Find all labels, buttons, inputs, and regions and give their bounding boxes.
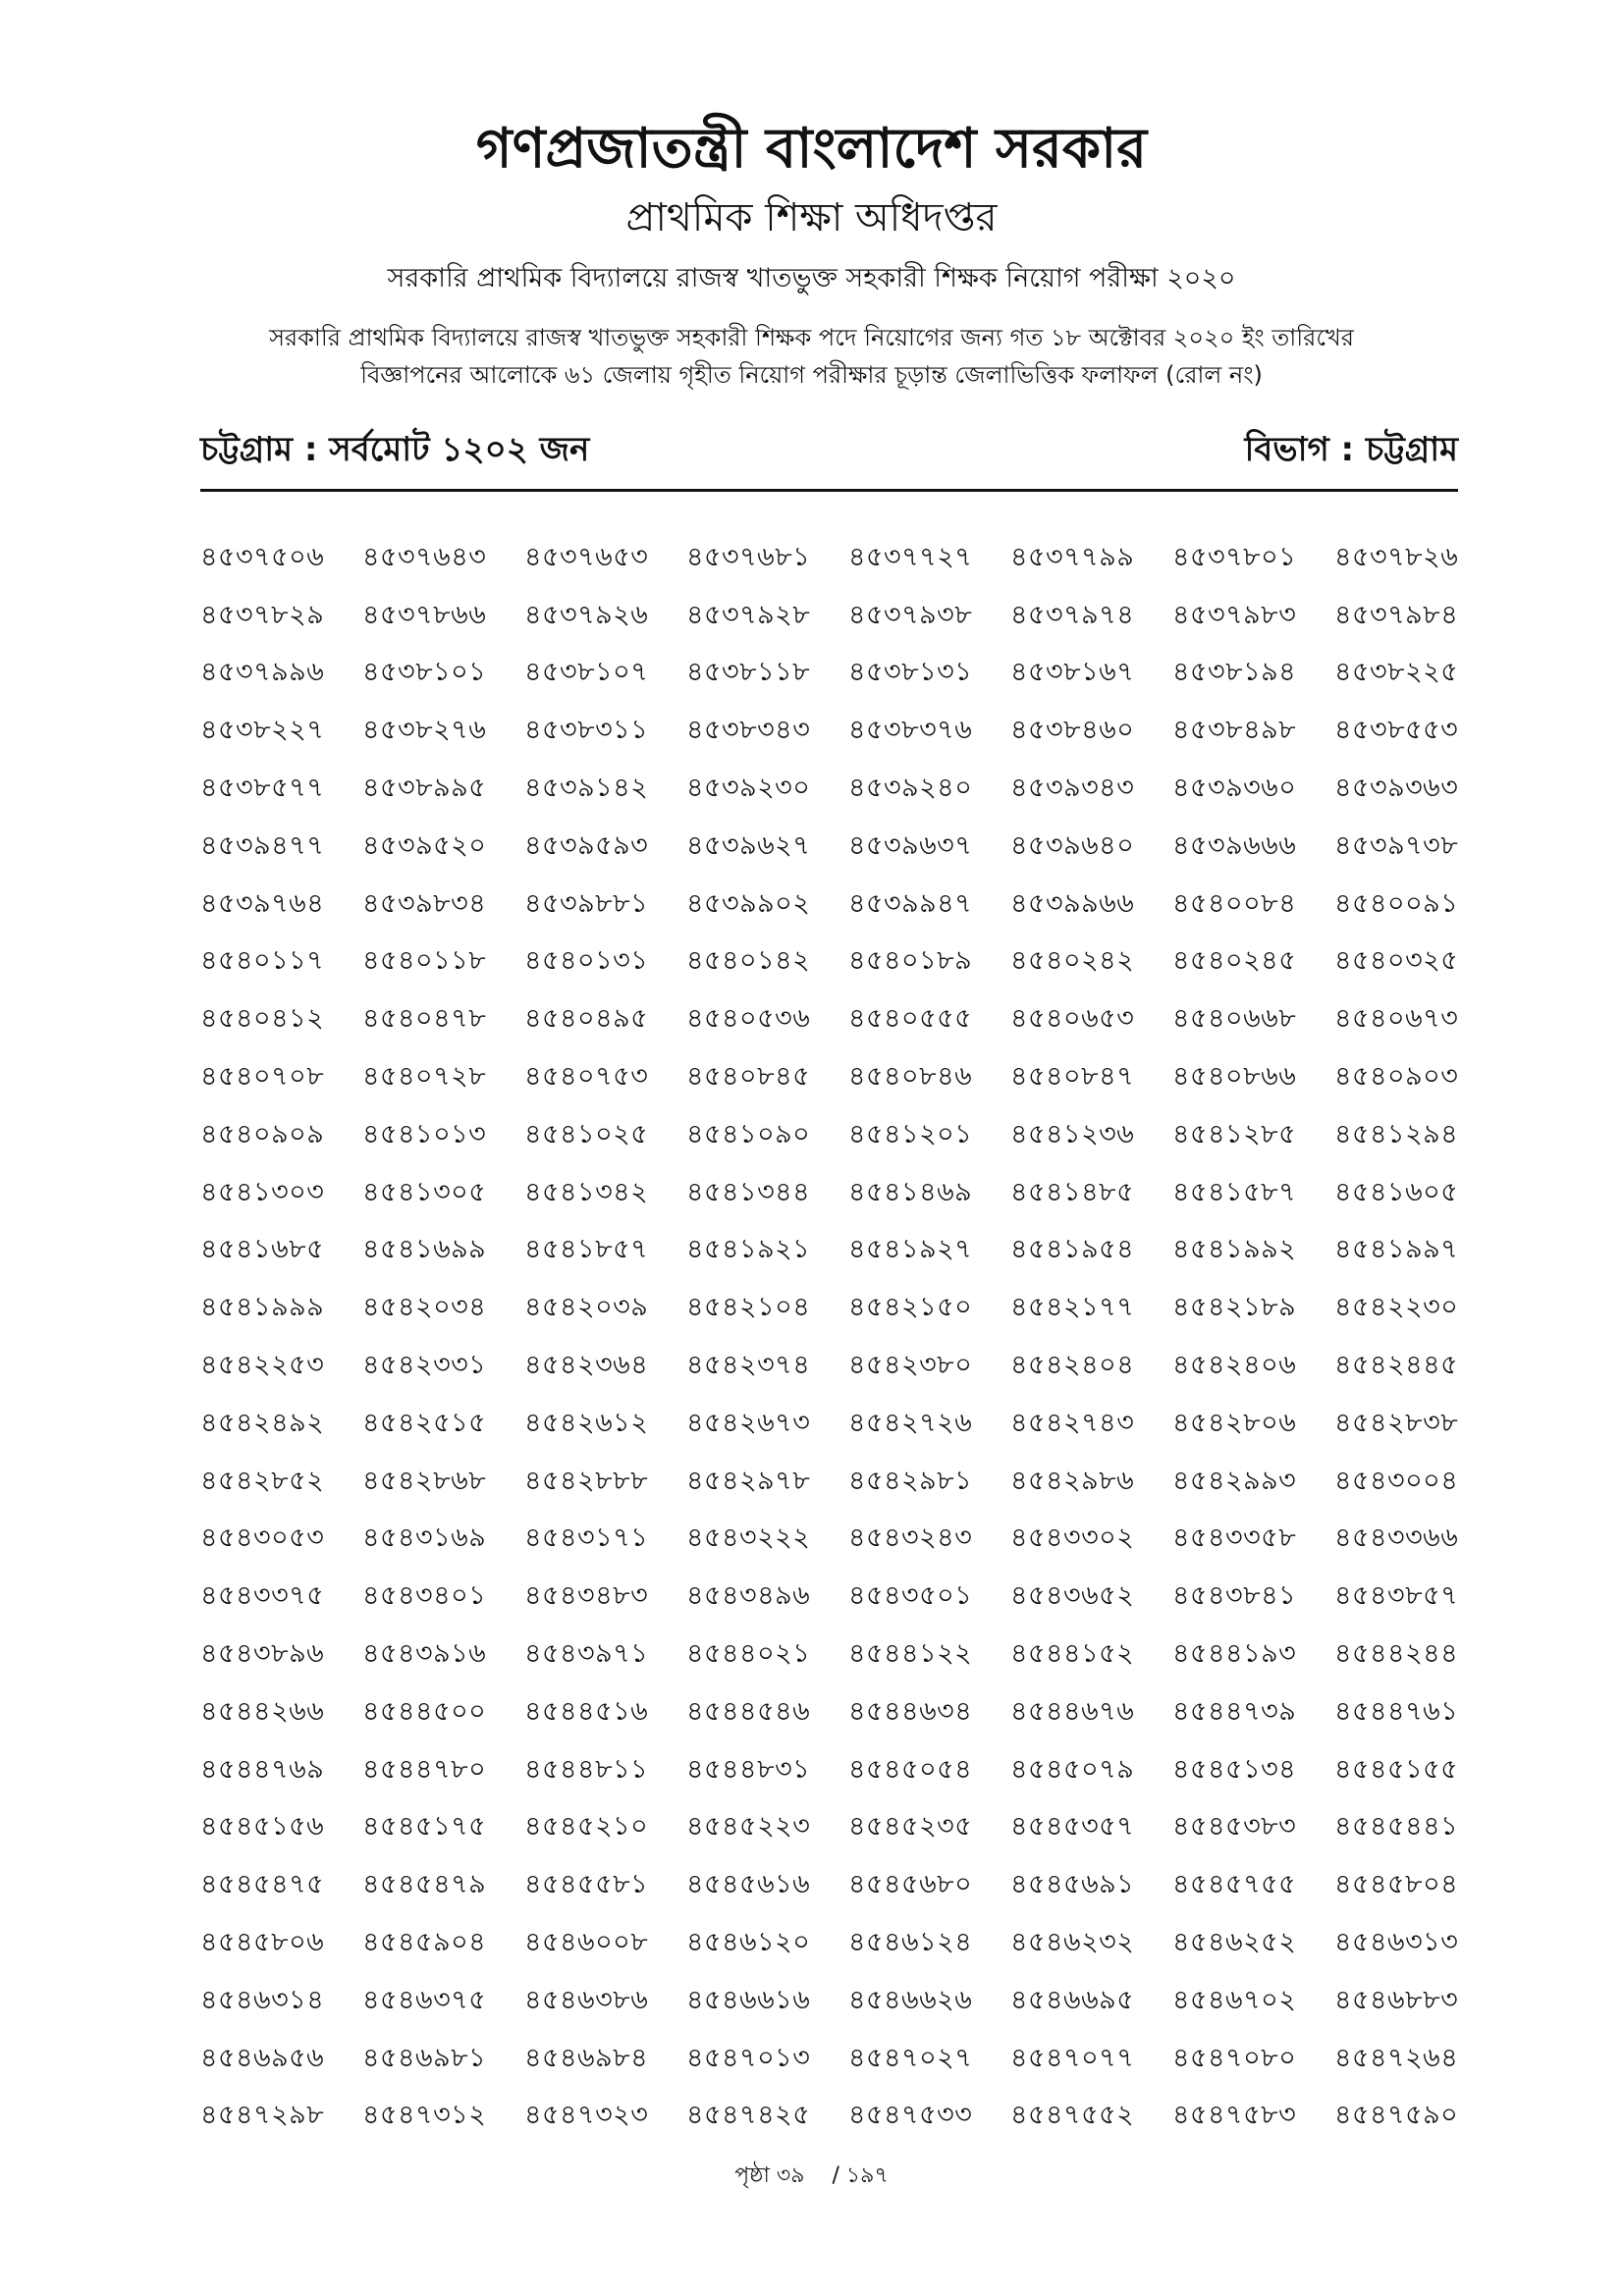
roll-row xyxy=(200,588,1496,646)
roll-number: ৪৫৩৯৯৬৬ xyxy=(1010,887,1135,919)
roll-number: ৪৫৪৬০০৮ xyxy=(524,1927,649,1958)
roll-number: ৪৫৪২৪০৪ xyxy=(1010,1350,1135,1381)
roll-number: ৪৫৪১৯৯৯ xyxy=(200,1292,325,1323)
roll-number: ৪৫৩৮১৯৪ xyxy=(1172,657,1297,688)
roll-number: ৪৫৪৬১২০ xyxy=(686,1927,811,1958)
roll-number: ৪৫৪৪৫১৬ xyxy=(524,1695,649,1727)
roll-number: ৪৫৩৭৯৮৩ xyxy=(1172,599,1297,630)
roll-number: ৪৫৪৪০২১ xyxy=(686,1638,811,1670)
roll-number: ৪৫৪৬৮৮৩ xyxy=(1334,1984,1459,2015)
roll-number: ৪৫৪৩০০৪ xyxy=(1334,1465,1459,1496)
roll-number: ৪৫৩৯৭৩৮ xyxy=(1334,829,1459,861)
roll-row xyxy=(200,991,1496,1049)
roll-row xyxy=(200,1396,1496,1454)
roll-number: ৪৫৪২৩৭৪ xyxy=(686,1350,811,1381)
roll-number: ৪৫৩৮১১৮ xyxy=(686,657,811,688)
roll-number: ৪৫৪৬৬১৬ xyxy=(686,1984,811,2015)
roll-row xyxy=(200,530,1496,588)
roll-number: ৪৫৩৮৩৭৬ xyxy=(848,715,973,746)
roll-row xyxy=(200,1512,1496,1570)
roll-number: ৪৫৩৮১৩১ xyxy=(848,657,973,688)
roll-number: ৪৫৪২০৩৯ xyxy=(524,1292,649,1323)
roll-row xyxy=(200,2089,1496,2147)
roll-number: ৪৫৪৬৯৫৬ xyxy=(200,2042,325,2073)
roll-number: ৪৫৪২৪৯২ xyxy=(200,1407,325,1438)
roll-number: ৪৫৪৫২১০ xyxy=(524,1811,649,1842)
roll-number: ৪৫৪৫২৩৫ xyxy=(848,1811,973,1842)
roll-number: ৪৫৪৩২২২ xyxy=(686,1522,811,1554)
roll-number: ৪৫৪১৬০৫ xyxy=(1334,1176,1459,1207)
roll-number: ৪৫৩৯৭৬৪ xyxy=(200,887,325,919)
roll-number: ৪৫৩৯৮৩৪ xyxy=(362,887,487,919)
roll-number: ৪৫৪৫৭৫৫ xyxy=(1172,1869,1297,1900)
roll-number: ৪৫৪০০৮৪ xyxy=(1172,887,1297,919)
roll-number: ৪৫৪০৭৫৩ xyxy=(524,1061,649,1093)
roll-number: ৪৫৪২১৫০ xyxy=(848,1292,973,1323)
roll-number: ৪৫৪৭০৭৭ xyxy=(1010,2042,1135,2073)
roll-row xyxy=(200,703,1496,761)
roll-number: ৪৫৪০৬৭৩ xyxy=(1334,1003,1459,1035)
roll-number: ৪৫৪০৪১২ xyxy=(200,1003,325,1035)
roll-number: ৪৫৪১৬৮৫ xyxy=(200,1234,325,1265)
roll-number: ৪৫৪২৯৮৬ xyxy=(1010,1465,1135,1496)
roll-number: ৪৫৪৪১৯৩ xyxy=(1172,1638,1297,1670)
roll-number: ৪৫৪৩৪৯৬ xyxy=(686,1580,811,1612)
roll-row xyxy=(200,1857,1496,1915)
roll-number: ৪৫৩৮৪৬০ xyxy=(1010,715,1135,746)
roll-number: ৪৫৪৫৫৮১ xyxy=(524,1869,649,1900)
roll-number: ৪৫৪২৩৬৪ xyxy=(524,1350,649,1381)
roll-number: ৪৫৪৩৮৫৭ xyxy=(1334,1580,1459,1612)
roll-row xyxy=(200,1800,1496,1858)
roll-number: ৪৫৪১৯৯৭ xyxy=(1334,1234,1459,1265)
roll-number: ৪৫৪৭০২৭ xyxy=(848,2042,973,2073)
roll-number: ৪৫৪১৯২১ xyxy=(686,1234,811,1265)
roll-row xyxy=(200,1973,1496,2031)
roll-number: ৪৫৪০৮৪৫ xyxy=(686,1061,811,1093)
roll-number: ৪৫৩৯৯৪৭ xyxy=(848,887,973,919)
roll-row xyxy=(200,2031,1496,2089)
roll-number: ৪৫৩৯৬৩৭ xyxy=(848,829,973,861)
roll-number: ৪৫৪০১১৮ xyxy=(362,945,487,977)
roll-row xyxy=(200,1165,1496,1223)
roll-number: ৪৫৪৫৬১৬ xyxy=(686,1869,811,1900)
roll-number: ৪৫৪০৮৪৭ xyxy=(1010,1061,1135,1093)
roll-number: ৪৫৩৮১০৭ xyxy=(524,657,649,688)
roll-row xyxy=(200,1684,1496,1742)
roll-number: ৪৫৪৬৭০২ xyxy=(1172,1984,1297,2015)
roll-number: ৪৫৩৭৯৯৬ xyxy=(200,657,325,688)
roll-number: ৪৫৪৪৮৩১ xyxy=(686,1753,811,1785)
roll-number: ৪৫৪২৮৫২ xyxy=(200,1465,325,1496)
roll-number: ৪৫৩৮৫৫৩ xyxy=(1334,715,1459,746)
roll-number: ৪৫৪০৪৭৮ xyxy=(362,1003,487,1035)
roll-number: ৪৫৩৮৫৭৭ xyxy=(200,773,325,804)
roll-row xyxy=(200,1915,1496,1973)
roll-number: ৪৫৪৩৪৮৩ xyxy=(524,1580,649,1612)
description-line-1: সরকারি প্রাথমিক বিদ্যালয়ে রাজস্ব খাতভুক্ত সহকারী শিক্ষক পদে নিয়োগের জন্য গত ১৮ অক্টোবর ২০২০ ইং তারিখের xyxy=(269,324,1354,351)
roll-number: ৪৫৪৪৬৩৪ xyxy=(848,1695,973,1727)
roll-number: ৪৫৪৭৫৮৩ xyxy=(1172,2100,1297,2131)
roll-number: ৪৫৩৮১৬৭ xyxy=(1010,657,1135,688)
roll-number: ৪৫৪০৭০৮ xyxy=(200,1061,325,1093)
roll-number: ৪৫৩৭৭৯৯ xyxy=(1010,541,1135,572)
roll-number: ৪৫৩৮২৭৬ xyxy=(362,715,487,746)
roll-number: ৪৫৪৭০৮০ xyxy=(1172,2042,1297,2073)
roll-number: ৪৫৪৪৬৭৬ xyxy=(1010,1695,1135,1727)
roll-number: ৪৫৪১৩৪২ xyxy=(524,1176,649,1207)
roll-number: ৪৫৩৮১০১ xyxy=(362,657,487,688)
roll-number: ৪৫৪৭২৯৮ xyxy=(200,2100,325,2131)
roll-number: ৪৫৪৪১২২ xyxy=(848,1638,973,1670)
roll-number: ৪৫৩৯১৪২ xyxy=(524,773,649,804)
roll-number: ৪৫৪২৮৩৮ xyxy=(1334,1407,1459,1438)
roll-number: ৪৫৪২৬১২ xyxy=(524,1407,649,1438)
roll-number: ৪৫৩৯৪৭৭ xyxy=(200,829,325,861)
roll-number: ৪৫৪১২৯৪ xyxy=(1334,1118,1459,1149)
roll-number: ৪৫৩৮৩৪৩ xyxy=(686,715,811,746)
description xyxy=(0,319,1623,394)
roll-row xyxy=(200,819,1496,877)
roll-number: ৪৫৪০৮৬৬ xyxy=(1172,1061,1297,1093)
roll-number: ৪৫৪০৫৫৫ xyxy=(848,1003,973,1035)
roll-number: ৪৫৪৫৬৮০ xyxy=(848,1869,973,1900)
roll-number: ৪৫৪০১১৭ xyxy=(200,945,325,977)
roll-number: ৪৫৪১০৯০ xyxy=(686,1118,811,1149)
roll-number: ৪৫৩৭৯২৮ xyxy=(686,599,811,630)
roll-number: ৪৫৪২৫১৫ xyxy=(362,1407,487,1438)
roll-row xyxy=(200,1569,1496,1627)
roll-row xyxy=(200,1107,1496,1165)
roll-number: ৪৫৩৭৮২৬ xyxy=(1334,541,1459,572)
roll-number: ৪৫৪৬৬৯৫ xyxy=(1010,1984,1135,2015)
roll-number: ৪৫৪৩১৬৯ xyxy=(362,1522,487,1554)
roll-number: ৪৫৪০৪৯৫ xyxy=(524,1003,649,1035)
government-title: গণপ্রজাতন্ত্রী বাংলাদেশ সরকার xyxy=(475,117,1148,181)
roll-number: ৪৫৩৭৬৫৩ xyxy=(524,541,649,572)
roll-number: ৪৫৪০৮৪৬ xyxy=(848,1061,973,1093)
roll-number: ৪৫৩৯৬৬৬ xyxy=(1172,829,1297,861)
roll-number: ৪৫৪৩৩০২ xyxy=(1010,1522,1135,1554)
roll-number: ৪৫৩৮৩১১ xyxy=(524,715,649,746)
roll-number: ৪৫৪৬১২৪ xyxy=(848,1927,973,1958)
page-footer xyxy=(0,2159,1623,2195)
roll-number: ৪৫৪৪৭৩৯ xyxy=(1172,1695,1297,1727)
roll-number: ৪৫৪১৩০৫ xyxy=(362,1176,487,1207)
roll-number: ৪৫৪২৯৮১ xyxy=(848,1465,973,1496)
roll-row xyxy=(200,877,1496,934)
roll-number: ৪৫৪২২৩০ xyxy=(1334,1292,1459,1323)
roll-number: ৪৫৪১৯২৭ xyxy=(848,1234,973,1265)
roll-number: ৪৫৪৫২২৩ xyxy=(686,1811,811,1842)
roll-number: ৪৫৪৫১৩৪ xyxy=(1172,1753,1297,1785)
exam-title: সরকারি প্রাথমিক বিদ্যালয়ে রাজস্ব খাতভুক্ত সহকারী শিক্ষক নিয়োগ পরীক্ষা ২০২০ xyxy=(387,263,1236,294)
roll-number: ৪৫৪২৮০৬ xyxy=(1172,1407,1297,1438)
roll-number: ৪৫৪১৬৯৯ xyxy=(362,1234,487,1265)
roll-row xyxy=(200,1280,1496,1338)
roll-number: ৪৫৪৭৪২৫ xyxy=(686,2100,811,2131)
roll-number: ৪৫৪০৬৬৮ xyxy=(1172,1003,1297,1035)
roll-number: ৪৫৪৩০৫৩ xyxy=(200,1522,325,1554)
roll-row xyxy=(200,1627,1496,1684)
roll-number: ৪৫৪০১৩১ xyxy=(524,945,649,977)
roll-number: ৪৫৪৪৫৪৬ xyxy=(686,1695,811,1727)
roll-number: ৪৫৪১২০১ xyxy=(848,1118,973,1149)
roll-number: ৪৫৩৮২২৭ xyxy=(200,715,325,746)
roll-number: ৪৫৪৫৯০৪ xyxy=(362,1927,487,1958)
roll-number: ৪৫৪০২৪৫ xyxy=(1172,945,1297,977)
roll-number: ৪৫৩৭৮২৯ xyxy=(200,599,325,630)
roll-number: ৪৫৪১৪৮৫ xyxy=(1010,1176,1135,1207)
roll-number: ৪৫৩৭৫০৬ xyxy=(200,541,325,572)
roll-number: ৪৫৪৬৩১৪ xyxy=(200,1984,325,2015)
roll-row xyxy=(200,934,1496,992)
roll-number: ৪৫৪৭৫৯০ xyxy=(1334,2100,1459,2131)
roll-number: ৪৫৩৯৫২০ xyxy=(362,829,487,861)
roll-number: ৪৫৪২৪৪৫ xyxy=(1334,1350,1459,1381)
roll-number: ৪৫৩৭৮৬৬ xyxy=(362,599,487,630)
roll-number: ৪৫৪৬৩৮৬ xyxy=(524,1984,649,2015)
roll-number: ৪৫৪৫৮০৬ xyxy=(200,1927,325,1958)
roll-number: ৪৫৪২৮৮৮ xyxy=(524,1465,649,1496)
roll-number: ৪৫৪২৪০৬ xyxy=(1172,1350,1297,1381)
roll-number-grid xyxy=(200,530,1496,2146)
roll-number: ৪৫৩৮৯৯৫ xyxy=(362,773,487,804)
roll-number: ৪৫৩৭৮০১ xyxy=(1172,541,1297,572)
roll-row xyxy=(200,761,1496,819)
roll-number: ৪৫৪৬৯৮৪ xyxy=(524,2042,649,2073)
roll-number: ৪৫৪৩১৭১ xyxy=(524,1522,649,1554)
roll-number: ৪৫৩৭৬৪৩ xyxy=(362,541,487,572)
roll-row xyxy=(200,1223,1496,1281)
roll-number: ৪৫৪৪৭৬১ xyxy=(1334,1695,1459,1727)
roll-number: ৪৫৩৯৩৬৩ xyxy=(1334,773,1459,804)
roll-number: ৪৫৪০১৪২ xyxy=(686,945,811,977)
roll-number: ৪৫৩৭৯৩৮ xyxy=(848,599,973,630)
roll-number: ৪৫৪৬২৫২ xyxy=(1172,1927,1297,1958)
roll-number: ৪৫৪২২৫৩ xyxy=(200,1350,325,1381)
roll-number: ৪৫৪০৯০৩ xyxy=(1334,1061,1459,1093)
roll-number: ৪৫৪২৭২৬ xyxy=(848,1407,973,1438)
roll-number: ৪৫৪১৩৪৪ xyxy=(686,1176,811,1207)
roll-number: ৪৫৪১০২৫ xyxy=(524,1118,649,1149)
roll-number: ৪৫৪০২৪২ xyxy=(1010,945,1135,977)
roll-number: ৪৫৪৭০১৩ xyxy=(686,2042,811,2073)
roll-number: ৪৫৪২০৩৪ xyxy=(362,1292,487,1323)
roll-row xyxy=(200,1049,1496,1107)
header-divider xyxy=(200,489,1458,492)
roll-number: ৪৫৪৫৪৭৫ xyxy=(200,1869,325,1900)
roll-number: ৪৫৩৯৮৮১ xyxy=(524,887,649,919)
roll-number: ৪৫৪৬৯৮১ xyxy=(362,2042,487,2073)
roll-number: ৪৫৩৯৬২৭ xyxy=(686,829,811,861)
roll-number: ৪৫৩৮৪৯৮ xyxy=(1172,715,1297,746)
roll-number: ৪৫৪৩৩৫৮ xyxy=(1172,1522,1297,1554)
roll-number: ৪৫৪৪২৬৬ xyxy=(200,1695,325,1727)
division-label: বিভাগ : চট্টগ্রাম xyxy=(1244,430,1458,469)
roll-number: ৪৫৪০৩২৫ xyxy=(1334,945,1459,977)
roll-number: ৪৫৪৩৮৪১ xyxy=(1172,1580,1297,1612)
roll-row xyxy=(200,1742,1496,1800)
roll-number: ৪৫৩৯২৪০ xyxy=(848,773,973,804)
roll-number: ৪৫৪৪৭৬৯ xyxy=(200,1753,325,1785)
roll-number: ৪৫৪৫৪৭৯ xyxy=(362,1869,487,1900)
roll-number: ৪৫৪০০৯১ xyxy=(1334,887,1459,919)
roll-number: ৪৫৪৫১৭৫ xyxy=(362,1811,487,1842)
roll-number: ৪৫৪১৫৮৭ xyxy=(1172,1176,1297,1207)
district-total: চট্টগ্রাম : সর্বমোট ১২০২ জন xyxy=(200,430,590,469)
roll-number: ৪৫৪৩৯৭১ xyxy=(524,1638,649,1670)
roll-number: ৪৫৪২৮৬৮ xyxy=(362,1465,487,1496)
roll-number: ৪৫৪১০১৩ xyxy=(362,1118,487,1149)
roll-number: ৪৫৪১৪৬৯ xyxy=(848,1176,973,1207)
roll-number: ৪৫৪৩৩৭৫ xyxy=(200,1580,325,1612)
roll-number: ৪৫৪৫১৫৬ xyxy=(200,1811,325,1842)
roll-number: ৪৫৩৭৯৭৪ xyxy=(1010,599,1135,630)
roll-number: ৪৫৪০৭২৮ xyxy=(362,1061,487,1093)
roll-number: ৪৫৪১৩০৩ xyxy=(200,1176,325,1207)
directorate-title: প্রাথমিক শিক্ষা অধিদপ্তর xyxy=(625,195,998,240)
roll-number: ৪৫৩৯৫৯৩ xyxy=(524,829,649,861)
roll-number: ৪৫৪৭৫৫২ xyxy=(1010,2100,1135,2131)
roll-number: ৪৫৩৭৭২৭ xyxy=(848,541,973,572)
roll-number: ৪৫৪৭২৬৪ xyxy=(1334,2042,1459,2073)
roll-number: ৪৫৪০৬৫৩ xyxy=(1010,1003,1135,1035)
roll-number: ৪৫৪৫০৭৯ xyxy=(1010,1753,1135,1785)
roll-number: ৪৫৪২৯৯৩ xyxy=(1172,1465,1297,1496)
roll-number: ৪৫৪৬৩৭৫ xyxy=(362,1984,487,2015)
roll-number: ৪৫৪৩৬৫২ xyxy=(1010,1580,1135,1612)
roll-number: ৪৫৪৬৬২৬ xyxy=(848,1984,973,2015)
roll-number: ৪৫৩৯২৩০ xyxy=(686,773,811,804)
roll-number: ৪৫৪১৯৫৪ xyxy=(1010,1234,1135,1265)
roll-number: ৪৫৪৭৫৩৩ xyxy=(848,2100,973,2131)
page-number: পৃষ্ঠা ৩৯ xyxy=(734,2163,805,2188)
roll-number: ৪৫৩৯৩৬০ xyxy=(1172,773,1297,804)
roll-number: ৪৫৪৫৮০৪ xyxy=(1334,1869,1459,1900)
roll-number: ৪৫৪৪২৪৪ xyxy=(1334,1638,1459,1670)
roll-number: ৪৫৪৩৯১৬ xyxy=(362,1638,487,1670)
roll-number: ৪৫৪১২৩৬ xyxy=(1010,1118,1135,1149)
roll-number: ৪৫৪৩২৪৩ xyxy=(848,1522,973,1554)
roll-number: ৪৫৩৭৯৮৪ xyxy=(1334,599,1459,630)
roll-number: ৪৫৪৫১৫৫ xyxy=(1334,1753,1459,1785)
roll-number: ৪৫৪৫৪৪১ xyxy=(1334,1811,1459,1842)
roll-number: ৪৫৪১৯৯২ xyxy=(1172,1234,1297,1265)
roll-number: ৪৫৪৫০৫৪ xyxy=(848,1753,973,1785)
roll-number: ৪৫৪২৩৩১ xyxy=(362,1350,487,1381)
roll-number: ৪৫৪১৮৫৭ xyxy=(524,1234,649,1265)
roll-number: ৪৫৩৯৩৪৩ xyxy=(1010,773,1135,804)
roll-number: ৪৫৪৩৮৯৬ xyxy=(200,1638,325,1670)
roll-number: ৪৫৪৫৩৮৩ xyxy=(1172,1811,1297,1842)
roll-number: ৪৫৪০১৮৯ xyxy=(848,945,973,977)
roll-number: ৪৫৪৫৬৯১ xyxy=(1010,1869,1135,1900)
roll-number: ৪৫৪৪৭৮০ xyxy=(362,1753,487,1785)
roll-number: ৪৫৪৩৪০১ xyxy=(362,1580,487,1612)
roll-number: ৪৫৪১২৮৫ xyxy=(1172,1118,1297,1149)
roll-number: ৪৫৪৭৩১২ xyxy=(362,2100,487,2131)
roll-number: ৪৫৪৪১৫২ xyxy=(1010,1638,1135,1670)
roll-row xyxy=(200,1454,1496,1512)
roll-number: ৪৫৪৬৩১৩ xyxy=(1334,1927,1459,1958)
roll-number: ৪৫৪০৯০৯ xyxy=(200,1118,325,1149)
description-line-2: বিজ্ঞাপনের আলোকে ৬১ জেলায় গৃহীত নিয়োগ পরীক্ষার চূড়ান্ত জেলাভিত্তিক ফলাফল (রোল নং) xyxy=(360,361,1263,389)
roll-number: ৪৫৩৮২২৫ xyxy=(1334,657,1459,688)
roll-number: ৪৫৪৩৫০১ xyxy=(848,1580,973,1612)
roll-number: ৪৫৪২৭৪৩ xyxy=(1010,1407,1135,1438)
page-total: / ১৯৭ xyxy=(832,2163,889,2188)
roll-row xyxy=(200,1338,1496,1396)
roll-number: ৪৫৪২১৭৭ xyxy=(1010,1292,1135,1323)
roll-number: ৪৫৪২১৮৯ xyxy=(1172,1292,1297,1323)
roll-number: ৪৫৪৩৩৬৬ xyxy=(1334,1522,1459,1554)
roll-number: ৪৫৪২৯৭৮ xyxy=(686,1465,811,1496)
roll-number: ৪৫৪২৩৮০ xyxy=(848,1350,973,1381)
roll-number: ৪৫৩৯৯০২ xyxy=(686,887,811,919)
roll-number: ৪৫৩৭৯২৬ xyxy=(524,599,649,630)
roll-number: ৪৫৪৪৫০০ xyxy=(362,1695,487,1727)
roll-number: ৪৫৩৭৬৮১ xyxy=(686,541,811,572)
roll-number: ৪৫৪৭৩২৩ xyxy=(524,2100,649,2131)
roll-number: ৪৫৩৯৬৪০ xyxy=(1010,829,1135,861)
roll-row xyxy=(200,646,1496,704)
roll-number: ৪৫৪০৫৩৬ xyxy=(686,1003,811,1035)
roll-number: ৪৫৪২৬৭৩ xyxy=(686,1407,811,1438)
roll-number: ৪৫৪৫৩৫৭ xyxy=(1010,1811,1135,1842)
roll-number: ৪৫৪২১০৪ xyxy=(686,1292,811,1323)
roll-number: ৪৫৪৪৮১১ xyxy=(524,1753,649,1785)
roll-number: ৪৫৪৬২৩২ xyxy=(1010,1927,1135,1958)
